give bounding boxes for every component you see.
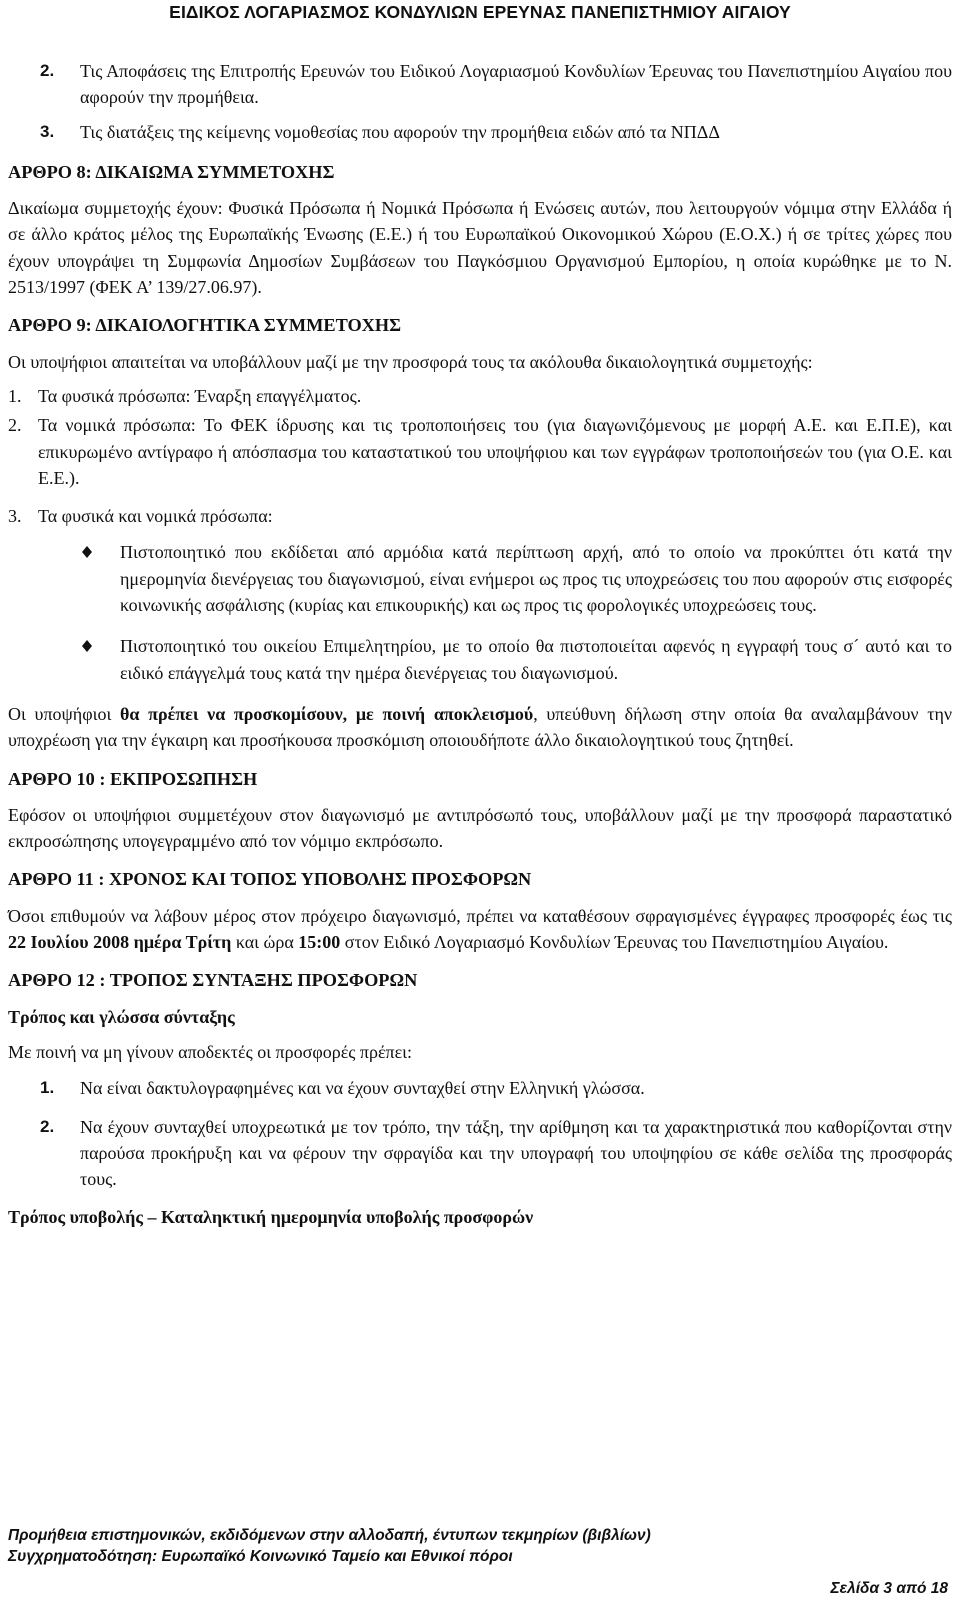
list-text: Τις Αποφάσεις της Επιτροπής Ερευνών του Ειδικού Λογαριασμού Κονδυλίων Έρευνας του Πανεπιστημίου Αιγαίου που αφορούν την προμήθεια.	[80, 61, 952, 108]
document-body	[8, 58, 952, 1240]
list-item	[8, 1114, 952, 1193]
article-10-title: ΑΡΘΡΟ 10 : ΕΚΠΡΟΣΩΠΗΣΗ	[8, 768, 258, 789]
article-8-text: Δικαίωμα συμμετοχής έχουν: Φυσικά Πρόσωπα ή Νομικά Πρόσωπα ή Ενώσεις αυτών, που λειτουργούν νόμιμα στην Ελλάδα ή σε άλλο κράτος μέλος της Ευρωπαϊκής Ένωσης (Ε.Ε.) ή του Ευρωπαϊκού Οικονομικού Χώρου (Ε.Ο.Χ.) ή σε τρίτες χώρες που έχουν υπογράψει τη Συμφωνία Δημοσίων Συμβάσεων του Παγκόσμιου Οργανισμού Εμπορίου, η οποία κυρώθηκε με το Ν. 2513/1997 (ΦΕΚ Α’ 139/27.06.97).	[8, 198, 952, 298]
bullet-text: Πιστοποιητικό του οικείου Επιμελητηρίου, με το οποίο θα πιστοποιείται αφενός η εγγραφή τους σ´ αυτό και το ειδικό επάγγελμά τους κατά την ημέρα διενέργειας του διαγωνισμού.	[120, 636, 952, 683]
deadline-text-mid: και ώρα	[231, 932, 299, 953]
list-number: 3.	[40, 121, 55, 141]
list-text: Τα φυσικά και νομικά πρόσωπα:	[38, 506, 273, 527]
article-11-text	[8, 903, 952, 956]
article-12-intro: Με ποινή να μη γίνουν αποδεκτές οι προσφορές πρέπει:	[8, 1041, 413, 1062]
document-header: ΕΙΔΙΚΟΣ ΛΟΓΑΡΙΑΣΜΟΣ ΚΟΝΔΥΛΙΩΝ ΕΡΕΥΝΑΣ ΠΑΝΕΠΙΣΤΗΜΙΟΥ ΑΙΓΑΙΟΥ	[169, 2, 791, 22]
list-text: Τα νομικά πρόσωπα: Το ΦΕΚ ίδρυσης και τις τροποποιήσεις του (για διαγωνιζόμενους με μορφή Α.Ε. και Ε.Π.Ε), και επικυρωμένο αντίγραφο ή απόσπασμα του καταστατικού του υποψήφιου και των εγγράφων τροποποιήσεών του (για Ο.Ε. και Ε.Ε.).	[38, 415, 952, 488]
list-number: 1.	[8, 385, 22, 406]
article-9-closing	[8, 701, 952, 754]
list-number: 1.	[40, 1078, 55, 1098]
list-text: Τα φυσικά πρόσωπα: Έναρξη επαγγέλματος.	[38, 385, 362, 406]
top-list	[8, 58, 952, 145]
document-footer	[8, 1525, 952, 1567]
deadline-text-end: στον Ειδικό Λογαριασμό Κονδυλίων Έρευνας του Πανεπιστημίου Αιγαίου.	[340, 932, 889, 953]
list-item	[8, 383, 952, 409]
article-12-title: ΑΡΘΡΟ 12 : ΤΡΟΠΟΣ ΣΥΝΤΑΞΗΣ ΠΡΟΣΦΟΡΩΝ	[8, 970, 418, 991]
article-12-subtitle-2: Τρόπος υποβολής – Καταληκτική ημερομηνία υποβολής προσφορών	[8, 1207, 534, 1228]
deadline-date: 22 Ιουλίου 2008 ημέρα Τρίτη	[8, 932, 232, 953]
closing-text-start: Οι υποψήφιοι	[8, 703, 120, 724]
list-number: 3.	[8, 506, 22, 527]
list-item	[8, 503, 952, 529]
article-11-title: ΑΡΘΡΟ 11 : ΧΡΟΝΟΣ ΚΑΙ ΤΟΠΟΣ ΥΠΟΒΟΛΗΣ ΠΡΟΣΦΟΡΩΝ	[8, 869, 532, 890]
diamond-bullet-icon	[80, 633, 94, 659]
list-item	[8, 1075, 952, 1101]
list-number: 2.	[8, 415, 22, 436]
list-item	[8, 119, 952, 145]
list-number: 2.	[40, 1116, 55, 1136]
article-12-list	[8, 1075, 952, 1192]
article-9-title: ΑΡΘΡΟ 9: ΔΙΚΑΙΟΛΟΓΗΤΙΚΑ ΣΥΜΜΕΤΟΧΗΣ	[8, 315, 402, 336]
list-number: 2.	[40, 61, 55, 80]
footer-line-1: Προμήθεια επιστημονικών, εκδιδόμενων στην αλλοδαπή, έντυπων τεκμηρίων (βιβλίων)	[8, 1527, 651, 1544]
list-item	[8, 412, 952, 491]
article-9-intro: Οι υποψήφιοι απαιτείται να υποβάλλουν μαζί με την προσφορά τους τα ακόλουθα δικαιολογητικά συμμετοχής:	[8, 351, 813, 372]
closing-emphasis: θα πρέπει να προσκομίσουν, με ποινή αποκλεισμού	[120, 703, 534, 724]
closing-text-end: , υπεύθυνη δήλωση στην οποία θα αναλαμβάνουν την υποχρέωση για την έγκαιρη και προσήκουσα προσκόμιση οποιουδήποτε άλλο δικαιολογητικού τους ζητηθεί.	[8, 703, 952, 751]
bullet-item	[8, 633, 952, 686]
diamond-bullet-icon	[80, 539, 94, 565]
footer-line-2: Συγχρηματοδότηση: Ευρωπαϊκό Κοινωνικό Ταμείο και Εθνικοί πόροι	[8, 1548, 513, 1565]
page-number: Σελίδα 3 από 18	[830, 1580, 948, 1597]
list-text: Να έχουν συνταχθεί υποχρεωτικά με τον τρόπο, την τάξη, την αρίθμηση και τα χαρακτηριστικά που καθορίζονται στην παρούσα προκήρυξη και να φέρουν την σφραγίδα και την υπογραφή του υποψηφίου σε κάθε σελίδα της προσφοράς τους.	[80, 1116, 952, 1190]
list-text: Τις διατάξεις της κείμενης νομοθεσίας που αφορούν την προμήθεια ειδών από τα ΝΠΔΔ	[80, 121, 720, 142]
bullet-list	[8, 539, 952, 685]
article-12-subtitle: Τρόπος και γλώσσα σύνταξης	[8, 1006, 235, 1027]
article-9-list	[8, 383, 952, 529]
list-text: Να είναι δακτυλογραφημένες και να έχουν συνταχθεί στην Ελληνική γλώσσα.	[80, 1078, 645, 1099]
list-item	[8, 58, 952, 111]
deadline-time: 15:00	[298, 932, 341, 953]
bullet-text: Πιστοποιητικό που εκδίδεται από αρμόδια κατά περίπτωση αρχή, από το οποίο να προκύπτει ότι κατά την ημερομηνία διενέργειας του διαγωνισμού, είναι ενήμεροι ως προς τις υποχρεώσεις του που αφορούν στις εισφορές κοινωνικής ασφάλισης (κυρίας και επικουρικής) και ως προς τις φορολογικές υποχρεώσεις τους.	[120, 542, 952, 616]
article-10-text: Εφόσον οι υποψήφιοι συμμετέχουν στον διαγωνισμό με αντιπρόσωπό τους, υποβάλλουν μαζί με την προσφορά παραστατικό εκπροσώπησης υπογεγραμμένο από τον νόμιμο εκπρόσωπο.	[8, 804, 952, 852]
article-8-title: ΑΡΘΡΟ 8: ΔΙΚΑΙΩΜΑ ΣΥΜΜΕΤΟΧΗΣ	[8, 161, 335, 182]
deadline-text-start: Όσοι επιθυμούν να λάβουν μέρος στον πρόχειρο διαγωνισμό, πρέπει να καταθέσουν σφραγισμένες έγγραφες προσφορές έως τις	[8, 905, 952, 926]
bullet-item	[8, 539, 952, 618]
